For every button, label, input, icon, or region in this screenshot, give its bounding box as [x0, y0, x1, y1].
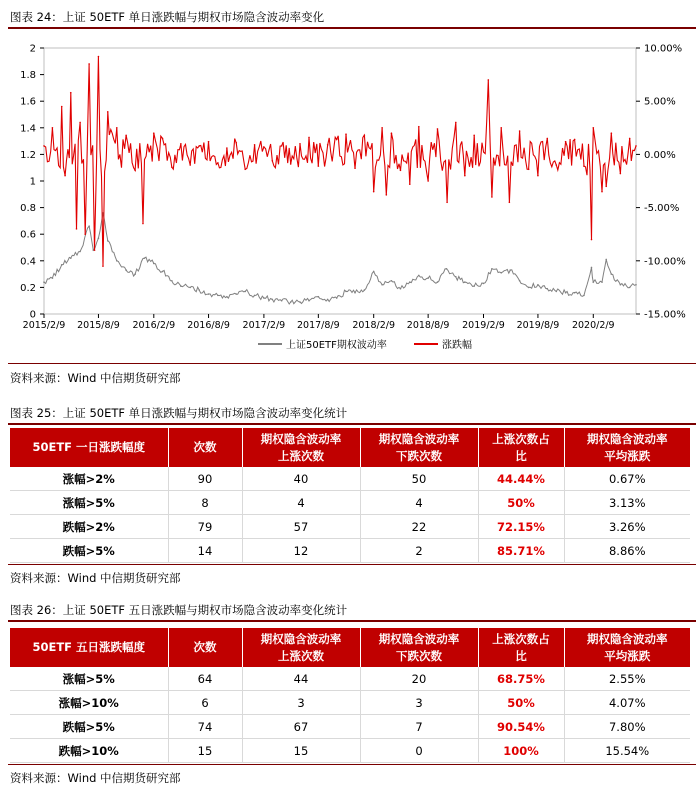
data-point [88, 225, 90, 227]
data-point [171, 166, 173, 168]
data-point [208, 141, 210, 143]
table-cell: 3 [242, 691, 360, 715]
table-cell: 跌幅>10% [10, 739, 168, 763]
figure25-table [10, 428, 690, 563]
source-rule [8, 564, 696, 565]
column-header: 期权隐含波动率 下跌次数 [360, 428, 478, 467]
data-point [464, 281, 466, 283]
table-row [10, 691, 690, 715]
data-point [336, 139, 338, 141]
data-point [373, 271, 375, 273]
data-point [381, 284, 383, 286]
data-point [272, 160, 274, 162]
column-header: 期权隐含波动率 平均涨跌 [564, 428, 690, 467]
y-tick-label: -15.00% [644, 309, 686, 321]
data-point [70, 92, 72, 94]
table-cell: 涨幅>10% [10, 691, 168, 715]
table-cell: 44 [242, 667, 360, 691]
x-tick-label: 2017/2/9 [242, 320, 286, 331]
data-point [327, 299, 329, 301]
data-point [629, 287, 631, 289]
table-cell: 3.26% [564, 515, 690, 539]
data-point [537, 175, 539, 177]
y-tick-label: 0.00% [644, 149, 676, 161]
figure26-source: 资料来源：Wind 中信期货研究部 [10, 771, 181, 785]
data-point [574, 139, 576, 141]
table-cell: 12 [242, 539, 360, 563]
data-point [107, 240, 109, 242]
data-point [162, 271, 164, 273]
series-line-iv [44, 213, 636, 304]
data-point [364, 134, 366, 136]
data-point [94, 249, 96, 251]
data-point [591, 239, 593, 241]
data-point [226, 296, 228, 298]
data-point [592, 127, 594, 129]
table-cell: 90.54% [478, 715, 564, 739]
data-point [574, 292, 576, 294]
data-point [537, 284, 539, 286]
table-row [10, 715, 690, 739]
data-point [437, 281, 439, 283]
data-point [61, 106, 63, 108]
table-row [10, 515, 690, 539]
x-tick-label: 2018/2/9 [352, 320, 396, 331]
data-point [509, 269, 511, 271]
data-point [254, 144, 256, 146]
column-header: 50ETF 一日涨跌幅度 [10, 428, 168, 467]
column-header: 期权隐含波动率 上涨次数 [242, 428, 360, 467]
data-point [364, 289, 366, 291]
table-cell: 跌幅>5% [10, 539, 168, 563]
x-tick-label: 2017/8/9 [297, 320, 340, 331]
data-point [455, 122, 457, 124]
y-tick-label: 10.00% [644, 43, 683, 55]
data-point [391, 280, 393, 282]
data-point [217, 295, 219, 297]
data-point [409, 281, 411, 283]
table-cell: 50% [478, 491, 564, 515]
data-point [455, 276, 457, 278]
x-tick-label: 2015/8/9 [77, 320, 120, 331]
column-header: 次数 [168, 428, 242, 467]
data-point [198, 145, 200, 147]
column-header: 上涨次数占 比 [478, 628, 564, 667]
data-point [235, 293, 237, 295]
data-point [546, 288, 548, 290]
data-point [519, 280, 521, 282]
figure26-title: 图表 26：上证 50ETF 五日涨跌幅与期权市场隐含波动率变化统计 [10, 603, 348, 617]
data-point [125, 134, 127, 136]
data-point [308, 137, 310, 139]
data-point [244, 291, 246, 293]
data-point [409, 183, 411, 185]
table-cell: 85.71% [478, 539, 564, 563]
data-point [354, 167, 356, 169]
data-point [400, 288, 402, 290]
data-point [235, 142, 237, 144]
data-point [153, 132, 155, 134]
data-point [500, 127, 502, 129]
data-point [88, 63, 90, 65]
x-tick-label: 2018/8/9 [406, 320, 450, 331]
table-cell: 涨幅>5% [10, 667, 168, 691]
data-point [79, 122, 81, 124]
data-point [509, 201, 511, 203]
data-point [272, 299, 274, 301]
data-point [134, 170, 136, 172]
legend-label: 上证50ETF期权波动率 [286, 340, 387, 351]
data-point [189, 164, 191, 166]
data-point [134, 273, 136, 275]
data-point [446, 201, 448, 203]
data-point [345, 133, 347, 135]
y-tick-label: 5.00% [644, 96, 676, 108]
table-cell: 3 [360, 691, 478, 715]
column-header: 50ETF 五日涨跌幅度 [10, 628, 168, 667]
y-tick-label: 0 [29, 309, 36, 321]
table-cell: 74 [168, 715, 242, 739]
table-cell: 4 [242, 491, 360, 515]
data-point [555, 164, 557, 166]
table-cell: 50% [478, 691, 564, 715]
column-header: 上涨次数占 比 [478, 428, 564, 467]
data-point [217, 162, 219, 164]
data-point [290, 301, 292, 303]
data-point [528, 287, 530, 289]
table-cell: 6 [168, 691, 242, 715]
data-point [299, 301, 301, 303]
data-point [354, 292, 356, 294]
data-point [483, 283, 485, 285]
table-row [10, 539, 690, 563]
data-point [84, 233, 86, 235]
table-cell: 40 [242, 467, 360, 491]
data-point [142, 223, 144, 225]
figure24-title: 图表 24：上证 50ETF 单日涨跌幅与期权市场隐含波动率变化 [10, 10, 325, 24]
data-point [336, 297, 338, 299]
data-point [601, 191, 603, 193]
table-cell: 15 [242, 739, 360, 763]
y-tick-label: -10.00% [644, 256, 686, 268]
table-cell: 68.75% [478, 667, 564, 691]
data-point [107, 111, 109, 113]
data-point [488, 79, 490, 81]
data-point [605, 259, 607, 261]
data-point [116, 260, 118, 262]
data-point [491, 196, 493, 198]
table-cell: 0.67% [564, 467, 690, 491]
source-rule [8, 363, 696, 364]
table-cell: 3.13% [564, 491, 690, 515]
data-point [171, 280, 173, 282]
table-cell: 4 [360, 491, 478, 515]
data-point [254, 295, 256, 297]
table-cell: 72.15% [478, 515, 564, 539]
data-point [76, 228, 78, 230]
data-point [373, 191, 375, 193]
x-tick-label: 2019/2/9 [462, 320, 505, 331]
table-cell: 7 [360, 715, 478, 739]
data-point [491, 268, 493, 270]
data-point [555, 291, 557, 293]
figure25-source: 资料来源：Wind 中信期货研究部 [10, 571, 181, 585]
x-tick-label: 2020/2/9 [571, 320, 615, 331]
chart-series [43, 56, 637, 304]
data-point [528, 168, 530, 170]
table-cell: 2.55% [564, 667, 690, 691]
y-tick-label: 1.6 [20, 96, 36, 108]
data-point [381, 127, 383, 129]
y-tick-label: 1.4 [20, 123, 36, 135]
chart-legend [258, 338, 472, 351]
data-point [611, 132, 613, 134]
data-point [500, 272, 502, 274]
data-point [70, 257, 72, 259]
table-cell: 79 [168, 515, 242, 539]
data-point [263, 297, 265, 299]
data-point [116, 127, 118, 129]
table-cell: 15.54% [564, 739, 690, 763]
data-point [318, 165, 320, 167]
y-tick-label: 1.2 [20, 149, 36, 161]
table-cell: 67 [242, 715, 360, 739]
y-tick-label: 0.8 [20, 203, 36, 215]
data-point [52, 127, 54, 129]
data-point [98, 56, 100, 58]
table-cell: 15 [168, 739, 242, 763]
data-point [519, 130, 521, 132]
x-axis [23, 314, 615, 331]
data-point [391, 132, 393, 134]
data-point [565, 292, 567, 294]
figure26-table [10, 628, 690, 763]
title-rule [8, 423, 696, 425]
legend-label: 涨跌幅 [442, 340, 472, 351]
data-point [102, 265, 104, 267]
table-cell: 跌幅>5% [10, 715, 168, 739]
data-point [418, 275, 420, 277]
y-tick-label: 0.2 [20, 282, 36, 294]
source-rule [8, 764, 696, 765]
data-point [446, 268, 448, 270]
data-point [308, 300, 310, 302]
table-cell: 50 [360, 467, 478, 491]
data-point [64, 175, 66, 177]
data-point [386, 194, 388, 196]
data-point [290, 163, 292, 165]
data-point [565, 141, 567, 143]
table-cell: 44.44% [478, 467, 564, 491]
data-point [125, 269, 127, 271]
figure24-source: 资料来源：Wind 中信期货研究部 [10, 371, 181, 385]
data-point [583, 295, 585, 297]
data-point [473, 134, 475, 136]
data-point [189, 287, 191, 289]
data-point [629, 138, 631, 140]
column-header: 次数 [168, 628, 242, 667]
y-tick-label: 0.6 [20, 229, 36, 241]
x-tick-label: 2016/8/9 [187, 320, 230, 331]
data-point [153, 263, 155, 265]
data-point [198, 289, 200, 291]
table-row [10, 467, 690, 491]
data-point [583, 165, 585, 167]
data-point [43, 281, 45, 283]
data-point [79, 251, 81, 253]
data-point [226, 147, 228, 149]
table-cell: 4.07% [564, 691, 690, 715]
data-point [244, 168, 246, 170]
table-cell: 64 [168, 667, 242, 691]
data-point [263, 146, 265, 148]
y-tick-label: 2 [29, 43, 36, 55]
data-point [52, 277, 54, 279]
table-cell: 22 [360, 515, 478, 539]
series-line-return [44, 57, 636, 267]
data-point [180, 143, 182, 145]
data-point [464, 175, 466, 177]
table-cell: 7.80% [564, 715, 690, 739]
data-point [281, 300, 283, 302]
column-header: 期权隐含波动率 平均涨跌 [564, 628, 690, 667]
table-row [10, 667, 690, 691]
table-cell: 100% [478, 739, 564, 763]
x-tick-label: 2019/8/9 [516, 320, 560, 331]
data-point [281, 145, 283, 147]
data-point [635, 145, 637, 147]
table-cell: 8 [168, 491, 242, 515]
data-point [546, 138, 548, 140]
data-point [208, 293, 210, 295]
table-cell: 8.86% [564, 539, 690, 563]
data-point [620, 173, 622, 175]
right-y-axis [636, 44, 686, 321]
data-point [605, 186, 607, 188]
table-row [10, 739, 690, 763]
data-point [473, 285, 475, 287]
data-point [318, 296, 320, 298]
y-tick-label: 1 [29, 176, 36, 188]
data-point [98, 237, 100, 239]
table-cell: 涨幅>2% [10, 467, 168, 491]
left-y-axis [20, 44, 44, 321]
data-point [591, 267, 593, 269]
data-point [144, 257, 146, 259]
data-point [327, 144, 329, 146]
y-tick-label: 0.4 [20, 256, 36, 268]
table-cell: 57 [242, 515, 360, 539]
x-tick-label: 2015/2/9 [22, 320, 66, 331]
data-point [620, 284, 622, 286]
data-point [345, 291, 347, 293]
column-header: 期权隐含波动率 上涨次数 [242, 628, 360, 667]
data-point [418, 126, 420, 128]
data-point [601, 281, 603, 283]
table-cell: 14 [168, 539, 242, 563]
table-cell: 涨幅>5% [10, 491, 168, 515]
data-point [299, 143, 301, 145]
data-point [427, 180, 429, 182]
table-cell: 20 [360, 667, 478, 691]
table-cell: 0 [360, 739, 478, 763]
data-point [592, 281, 594, 283]
column-header: 期权隐含波动率 下跌次数 [360, 628, 478, 667]
table-cell: 跌幅>2% [10, 515, 168, 539]
y-tick-label: -5.00% [644, 203, 680, 215]
title-rule [8, 620, 696, 622]
data-point [180, 285, 182, 287]
table-cell: 2 [360, 539, 478, 563]
x-tick-label: 2016/2/9 [132, 320, 176, 331]
data-point [61, 264, 63, 266]
volatility-return-chart [0, 28, 700, 358]
data-point [437, 128, 439, 130]
data-point [611, 273, 613, 275]
data-point [400, 170, 402, 172]
data-point [43, 145, 45, 147]
y-tick-label: 1.8 [20, 70, 36, 82]
data-point [427, 277, 429, 279]
table-cell: 90 [168, 467, 242, 491]
data-point [162, 138, 164, 140]
data-point [635, 284, 637, 286]
table-row [10, 491, 690, 515]
figure25-title: 图表 25：上证 50ETF 单日涨跌幅与期权市场隐含波动率变化统计 [10, 406, 348, 420]
